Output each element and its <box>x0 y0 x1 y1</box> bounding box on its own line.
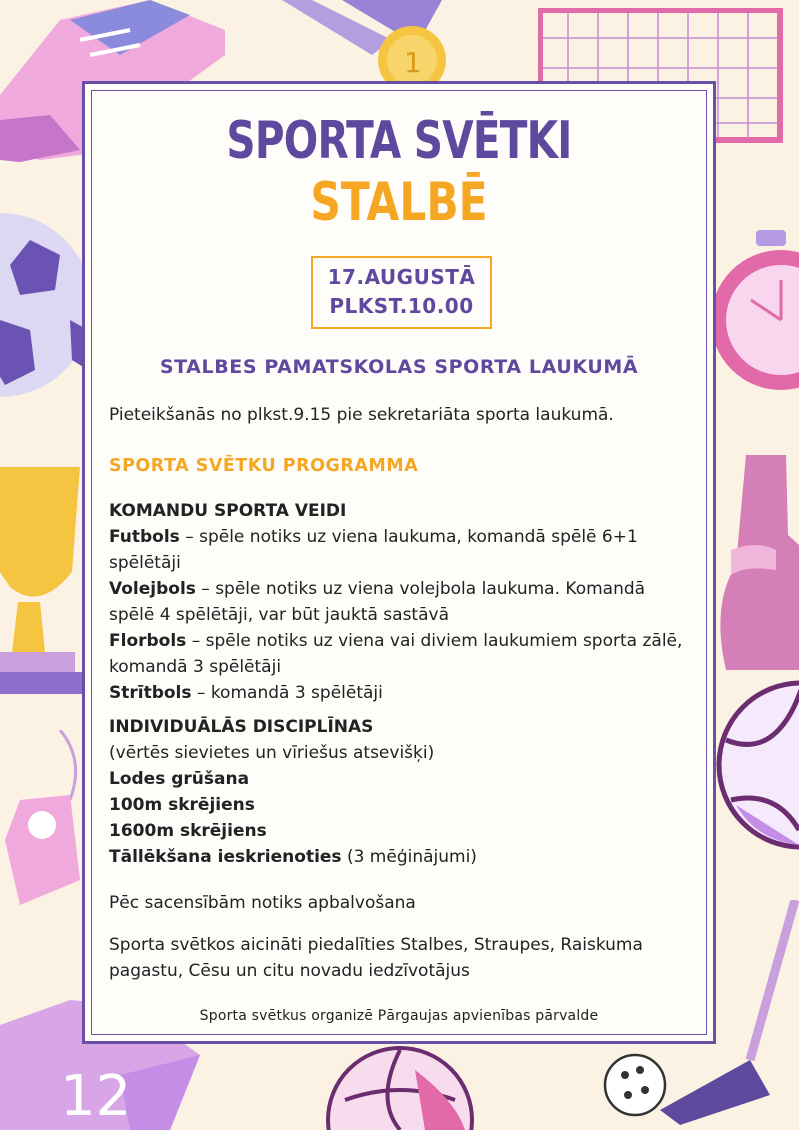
individual-section <box>109 714 695 870</box>
awards-text: Pēc sacensībām notiks apbalvošana <box>109 893 416 913</box>
stopwatch-icon <box>716 230 799 400</box>
team-sport-item <box>109 628 695 680</box>
individual-note: (vērtēs sievietes un vīriešus atsevišķi) <box>109 743 435 763</box>
individual-heading: INDIVIDUĀLĀS DISCIPLĪNAS <box>109 717 374 737</box>
long-jump-note: (3 mēģinājumi) <box>341 847 477 867</box>
poster-panel <box>82 81 716 1044</box>
sport-name: Volejbols <box>109 579 196 599</box>
discipline-item: Lodes grūšana <box>109 769 250 789</box>
sport-name: Strītbols <box>109 683 192 703</box>
long-jump-name: Tāllēkšana ieskrienoties <box>109 847 342 867</box>
date-box <box>311 256 492 329</box>
discipline-item <box>109 844 695 870</box>
jersey-number: 12 <box>60 1064 132 1129</box>
invite-text: Sporta svētkos aicināti piedalīties Stalbes, Straupes, Raiskuma pagastu, Cēsu un citu novadu iedzīvotājus <box>109 935 643 981</box>
svg-text:1: 1 <box>404 46 422 79</box>
team-sport-item <box>109 524 695 576</box>
volleyball-icon <box>716 680 799 850</box>
date-text: 17.AUGUSTĀ <box>327 265 476 289</box>
organizer-text: Sporta svētkus organizē Pārgaujas apvienības pārvalde <box>199 1008 599 1024</box>
team-sport-item <box>109 680 695 706</box>
sport-name: Florbols <box>109 631 187 651</box>
time-text: PLKST.10.00 <box>329 294 474 318</box>
team-sports-section <box>109 498 695 706</box>
trophy-icon <box>0 462 85 702</box>
registration-text: Pieteikšanās no plkst.9.15 pie sekretariāta sporta laukumā. <box>109 405 614 425</box>
sport-name: Futbols <box>109 527 180 547</box>
discipline-item: 1600m skrējiens <box>109 821 267 841</box>
team-sport-item <box>109 576 695 628</box>
title-line-2: STALBĒ <box>310 172 488 233</box>
sport-desc: – spēle notiks uz viena vai diviem laukumiem sporta zālē, komandā 3 spēlētāji <box>109 631 683 677</box>
sport-desc: – komandā 3 spēlētāji <box>191 683 383 703</box>
foam-finger-icon <box>716 455 799 670</box>
sport-desc: – spēle notiks uz viena volejbola laukuma. Komandā spēlē 4 spēlētāji, var būt jauktā sastāvā <box>109 579 646 625</box>
whistle-icon <box>0 730 85 910</box>
team-sports-heading: KOMANDU SPORTA VEIDI <box>109 501 347 521</box>
venue-heading: STALBES PAMATSKOLAS SPORTA LAUKUMĀ <box>159 356 639 378</box>
sport-desc: – spēle notiks uz viena laukuma, komandā spēlē 6+1 spēlētāji <box>109 527 638 573</box>
soccer-ball-icon <box>0 210 90 400</box>
title-line-1: SPORTA SVĒTKI <box>226 111 572 171</box>
netball-icon <box>325 1040 475 1130</box>
discipline-item: 100m skrējiens <box>109 795 255 815</box>
program-heading: SPORTA SVĒTKU PROGRAMMA <box>109 456 419 476</box>
